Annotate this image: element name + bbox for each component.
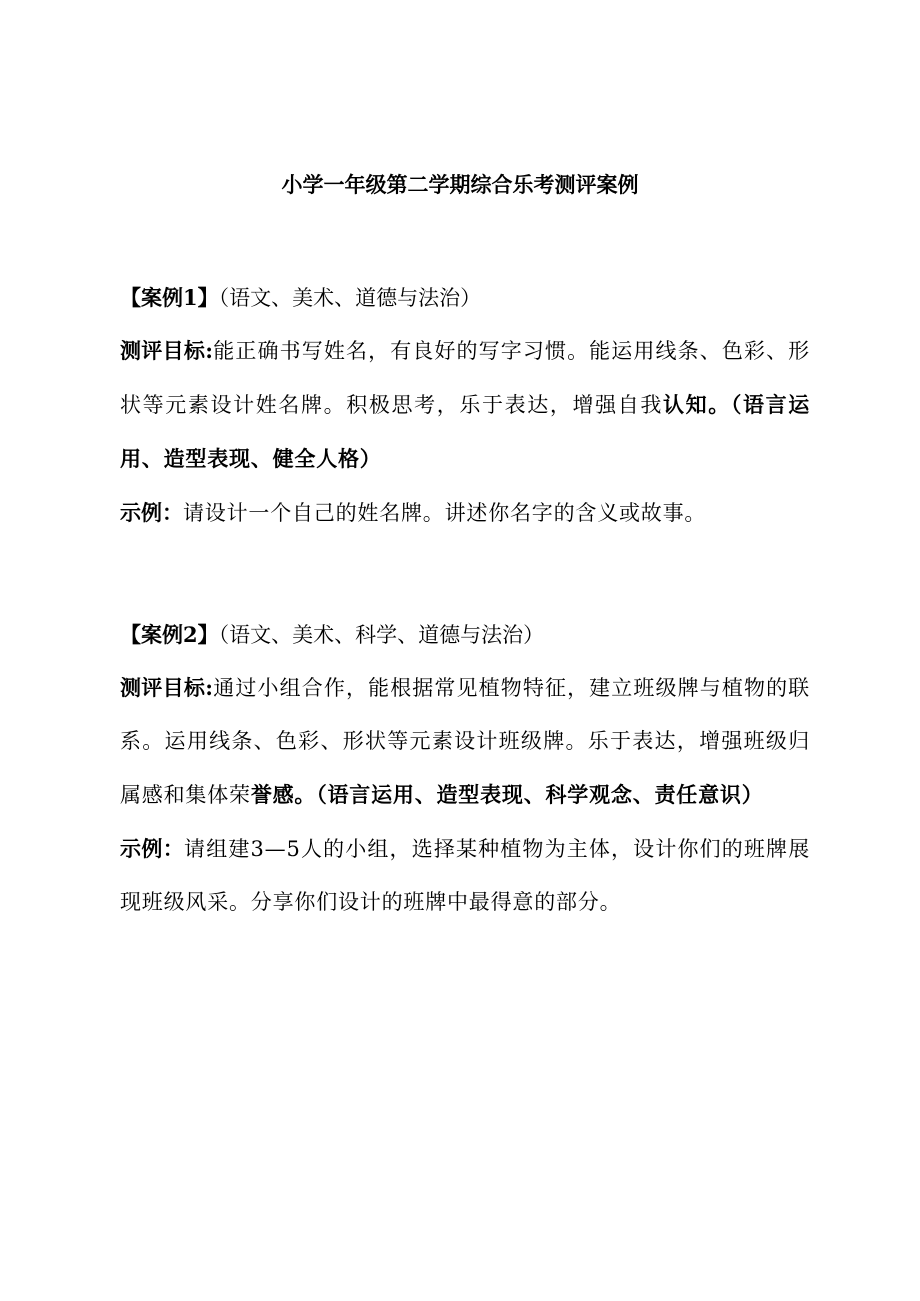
case-1-goal-label: 测评目标: (120, 338, 213, 363)
case-1 (120, 283, 810, 540)
case-1-example (120, 486, 810, 540)
case-2-example-label: 示例： (120, 836, 185, 861)
case-2-goal-label: 测评目标: (120, 675, 213, 700)
case-1-goal-competencies: 认知。（语言运用、造型表现、健全人格） (120, 392, 810, 471)
case-2-goal-text: 通过小组合作，能根据常见植物特征，建立班级牌与植物的联系。运用线条、色彩、形状等元素设计班级牌。乐于表达，增强班级归属感和集体荣 (120, 676, 810, 807)
case-2-example-text: 请组建3—5人的小组，选择某种植物为主体，设计你们的班牌展现班级风采。分享你们设计的班牌中最得意的部分。 (120, 837, 811, 914)
case-1-goal-text: 能正确书写姓名，有良好的写字习惯。能运用线条、色彩、形状等元素设计姓名牌。积极思考，乐于表达，增强自我 (120, 339, 810, 417)
case-2-goal-competencies: 誉感。（语言运用、造型表现、科学观念、责任意识） (250, 782, 764, 807)
case-2 (120, 620, 810, 929)
page-title: 小学一年级第二学期综合乐考测评案例 (281, 172, 639, 197)
case-1-example-label: 示例： (120, 500, 183, 525)
case-2-heading (120, 620, 810, 650)
case-1-subjects: （语文、美术、道德与法治） (218, 286, 482, 310)
case-2-goal (120, 661, 810, 822)
case-2-example (120, 822, 810, 929)
case-1-example-text: 请设计一个自己的姓名牌。讲述你名字的含义或故事。 (183, 501, 707, 525)
case-1-number: 【案例1】 (120, 285, 219, 310)
case-1-goal (120, 324, 810, 486)
case-1-heading (120, 283, 810, 313)
case-2-subjects: （语文、美术、科学、道德与法治） (218, 623, 545, 647)
case-2-number: 【案例2】 (120, 622, 219, 647)
